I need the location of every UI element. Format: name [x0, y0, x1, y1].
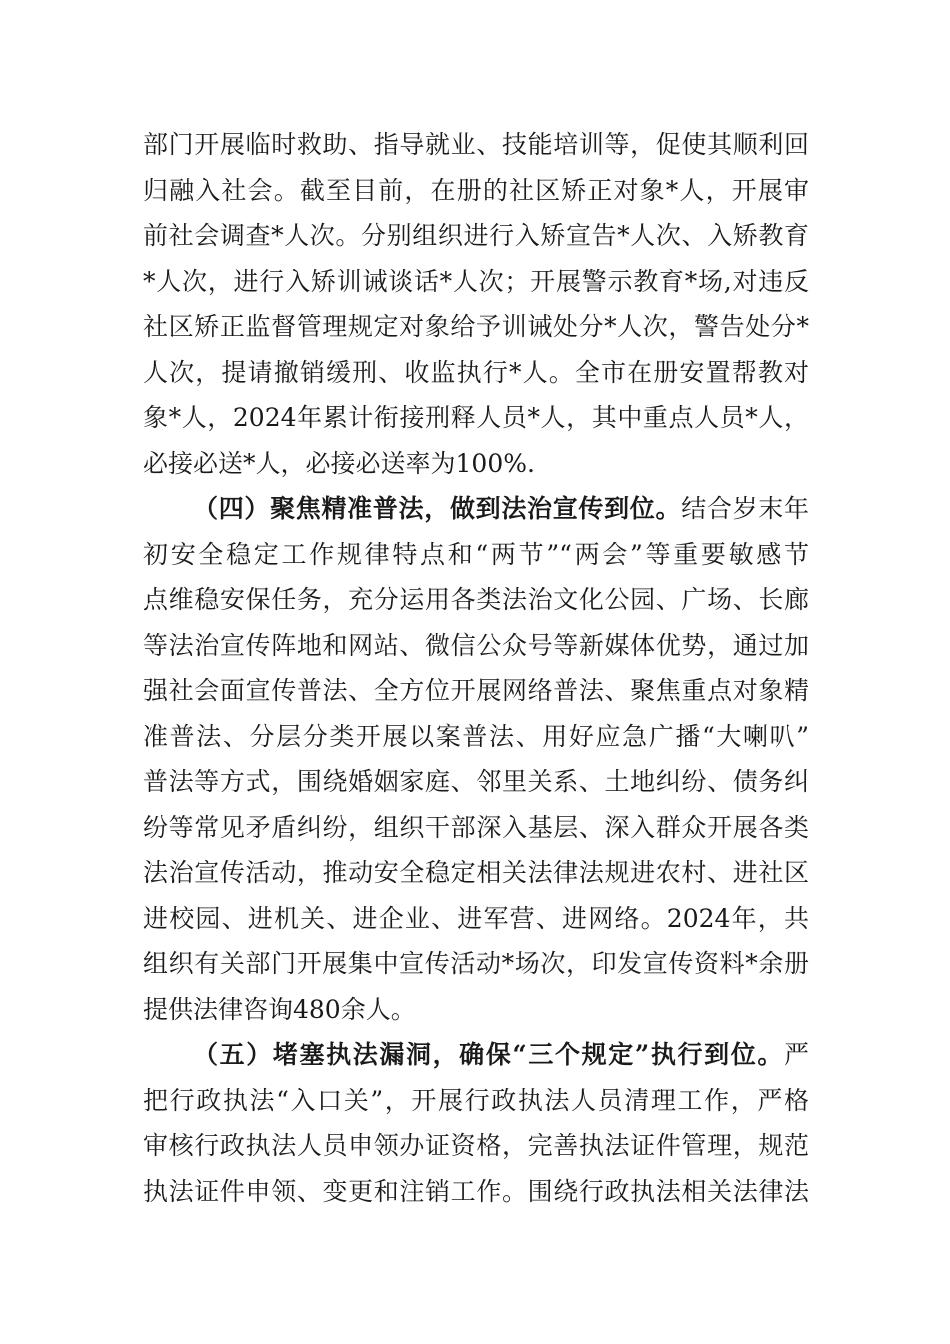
section-five-first-line-text: 严: [783, 1040, 809, 1069]
section-four-heading: （四）聚焦精准普法，做到法治宣传到位。: [193, 494, 682, 523]
body-line: 部门开展临时救助、指导就业、技能培训等，促使其顺利回: [143, 130, 809, 159]
document-body: [143, 122, 809, 1214]
section-five-heading: （五）堵塞执法漏洞，确保“三个规定”执行到位。: [193, 1040, 784, 1069]
body-line: 纷等常见矛盾纠纷，组织干部深入基层、深入群众开展各类: [143, 812, 809, 842]
body-line: 执法证件申领、变更和注销工作。围绕行政执法相关法律法: [143, 1176, 809, 1206]
body-line: 审核行政执法人员申领办证资格，完善执法证件管理，规范: [143, 1131, 809, 1160]
body-line: 象*人，2024年累计衔接刑释人员*人，其中重点人员*人，: [143, 403, 809, 432]
body-line: *人次，进行入矫训诫谈话*人次；开展警示教育*场,对违反: [143, 266, 809, 296]
body-line: 初安全稳定工作规律特点和“两节”“两会”等重要敏感节: [143, 539, 809, 569]
section-five-first-line: [143, 1032, 809, 1078]
body-line: 归融入社会。截至目前，在册的社区矫正对象*人，开展审: [143, 175, 809, 205]
body-line: 强社会面宣传普法、全方位开展网络普法、聚焦重点对象精: [143, 676, 809, 705]
body-line: 准普法、分层分类开展以案普法、用好应急广播“大喇叭”: [143, 721, 809, 751]
body-line: 前社会调查*人次。分别组织进行入矫宣告*人次、入矫教育: [143, 221, 809, 250]
body-line: 组织有关部门开展集中宣传活动*场次，印发宣传资料*余册: [143, 949, 809, 978]
body-line: 提供法律咨询480余人。: [143, 994, 416, 1024]
body-line: 普法等方式，围绕婚姻家庭、邻里关系、土地纠纷、债务纠: [143, 767, 809, 796]
body-line: 法治宣传活动，推动安全稳定相关法律法规进农村、进社区: [143, 858, 809, 887]
body-line: 必接必送*人，必接必送率为100%.: [143, 448, 535, 478]
body-line: 等法治宣传阵地和网站、微信公众号等新媒体优势，通过加: [143, 630, 809, 660]
section-four-first-line-text: 结合岁末年: [681, 494, 809, 523]
section-four-first-line: [143, 486, 809, 532]
body-line: 点维稳安保任务，充分运用各类法治文化公园、广场、长廊: [143, 585, 809, 614]
body-line: 社区矫正监督管理规定对象给予训诫处分*人次，警告处分*: [143, 312, 809, 341]
body-line: 把行政执法“入口关”，开展行政执法人员清理工作，严格: [143, 1085, 809, 1115]
body-line: 人次，提请撤销缓刑、收监执行*人。全市在册安置帮教对: [143, 357, 809, 387]
body-line: 进校园、进机关、进企业、进军营、进网络。2024年，共: [143, 903, 809, 933]
